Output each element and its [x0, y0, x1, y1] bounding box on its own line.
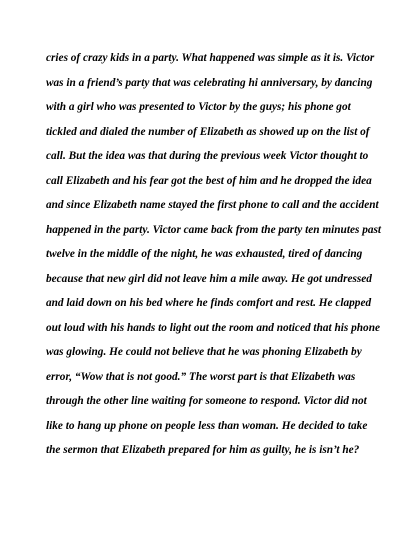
text-line: through the other line waiting for someone to respond. Victor did not [46, 395, 367, 407]
text-line: twelve in the middle of the night, he was exhausted, tired of dancing [46, 248, 363, 260]
text-line: because that new girl did not leave him a mile away. He got undressed [46, 272, 372, 285]
text-line: was glowing. He could not believe that he was phoning Elizabeth by [46, 346, 362, 358]
text-line: the sermon that Elizabeth prepared for him as guilty, he is isn’t he? [46, 444, 360, 456]
text-line: like to hang up phone on people less than woman. He decided to take [46, 419, 368, 432]
text-line: and since Elizabeth name stayed the first phone to call and the accident [46, 199, 379, 211]
text-line: and laid down on his bed where he finds comfort and rest. He clapped [46, 297, 372, 309]
text-line: call. But the idea was that during the previous week Victor thought to [46, 150, 369, 162]
text-line: with a girl who was presented to Victor by the guys; his phone got [46, 101, 351, 113]
text-line: call Elizabeth and his fear got the best of him and he dropped the idea [46, 174, 372, 187]
text-line: tickled and dialed the number of Elizabeth as showed up on the list of [46, 125, 370, 138]
text-line: out loud with his hands to light out the room and noticed that his phone [46, 321, 380, 334]
body-text [46, 46, 386, 463]
text-line: error, “Wow that is not good.” The worst part is that Elizabeth was [46, 370, 356, 383]
text-line: was in a friend’s party that was celebrating hi anniversary, by dancing [46, 76, 373, 89]
text-line: cries of crazy kids in a party. What happened was simple as it is. Victor [46, 52, 375, 64]
text-line: happened in the party. Victor came back from the party ten minutes past [46, 223, 382, 236]
